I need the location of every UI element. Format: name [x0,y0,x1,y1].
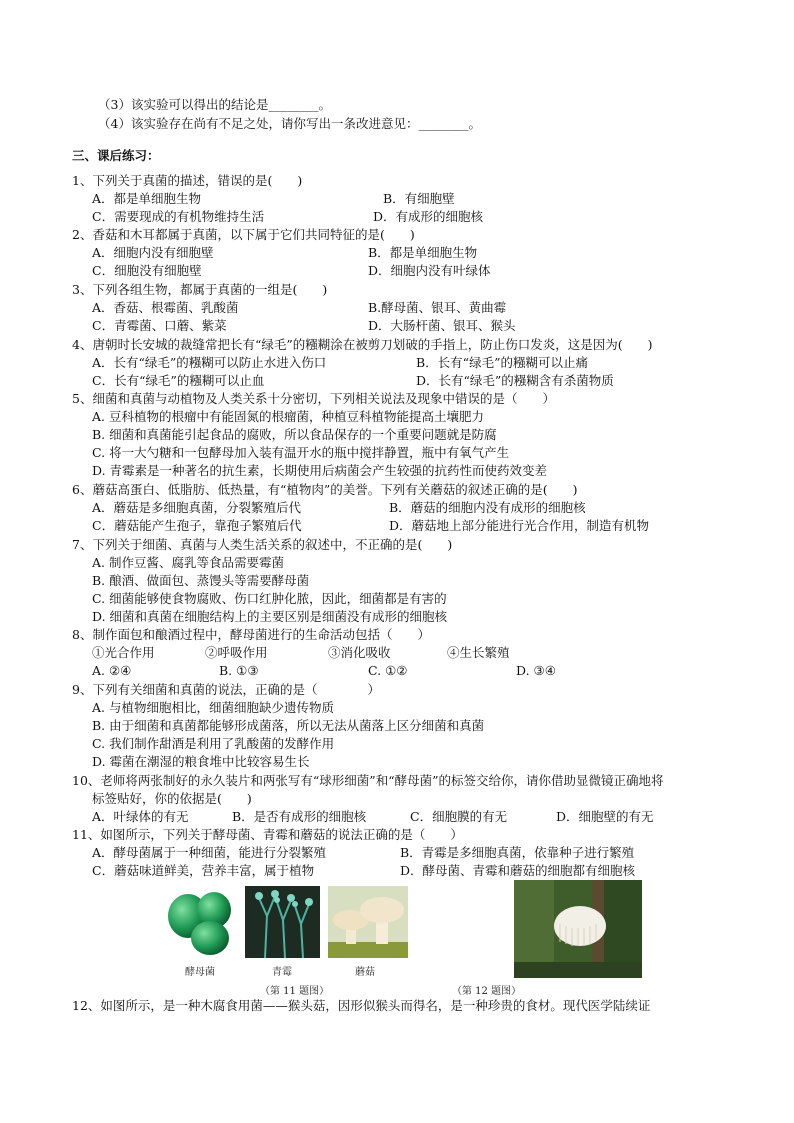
yeast-image [162,886,240,958]
q7-stem: 7、下列关于细菌、真菌与人类生活关系的叙述中，不正确的是( ) [72,537,453,552]
q2-stem: 2、香菇和木耳都属于真菌，以下属于它们共同特征的是( ) [72,227,415,242]
q7-option-c: C. 细菌能够使食物腐败、伤口红肿化脓，因此，细菌都是有害的 [92,591,447,606]
q3-option-a: A．香菇、根霉菌、乳酸菌 [92,300,239,315]
q9-stem: 9、下列有关细菌和真菌的说法，正确的是（ ） [72,682,380,697]
yeast-label: 酵母菌 [185,967,215,978]
q2-option-a: A．细胞内没有细胞壁 [92,245,214,260]
intro-q3: （3）该实验可以得出的结论是________。 [98,97,331,112]
q6-option-c: C．蘑菇能产生孢子，靠孢子繁殖后代 [92,518,302,533]
q6-option-d: D．蘑菇地上部分能进行光合作用，制造有机物 [389,518,650,533]
q10-option-d: D．细胞壁的有无 [556,809,654,824]
q8-item-1: ①光合作用 [92,645,155,660]
q12-stem: 12、如图所示，是一种木腐食用菌——猴头菇，因形似猴头而得名，是一种珍贵的食材。现代医学陆续证 [72,998,651,1013]
q8-option-c: C. ①② [368,663,408,678]
q8-item-3: ③消化吸收 [328,645,391,660]
intro-q4: （4）该实验存在尚有不足之处，请你写出一条改进意见：________。 [98,116,481,131]
q7-option-a: A. 制作豆酱、腐乳等食品需要霉菌 [92,555,284,570]
mold-label: 青霉 [272,967,292,978]
figure12-caption: （第 12 题图） [452,986,522,997]
q10-option-b: B．是否有成形的细胞核 [232,809,367,824]
figure11-caption: （第 11 题图） [260,986,330,997]
q7-option-b: B. 酿酒、做面包、蒸馒头等需要酵母菌 [92,573,310,588]
section-title: 三、课后练习： [72,148,160,163]
q9-option-c: C. 我们制作甜酒是利用了乳酸菌的发酵作用 [92,736,335,751]
q5-stem: 5、细菌和真菌与动植物及人类关系十分密切，下列相关说法及现象中错误的是（ ） [72,391,555,406]
q6-option-a: A．蘑菇是多细胞真菌，分裂繁殖后代 [92,500,302,515]
q4-stem: 4、唐朝时长安城的裁缝常把长有“绿毛”的糨糊涂在被剪刀划破的手指上，防止伤口发炎，这是因为( ) [72,337,653,352]
q11-option-b: B．青霉是多细胞真菌，依靠种子进行繁殖 [400,845,635,860]
q10-stem-cont: 标签贴好，你的依据是( ) [92,791,252,806]
q6-stem: 6、蘑菇高蛋白、低脂肪、低热量，有“植物肉”的美誉。下列有关蘑菇的叙述正确的是( ) [72,482,578,497]
q7-option-d: D. 细菌和真菌在细胞结构上的主要区别是细菌没有成形的细胞核 [92,609,448,624]
q1-option-c: C．需要现成的有机物维持生活 [92,209,265,224]
q2-option-c: C．细胞没有细胞壁 [92,263,202,278]
q9-option-d: D. 霉菌在潮湿的粮食堆中比较容易生长 [92,754,310,769]
q11-stem: 11、如图所示，下列关于酵母菌、青霉和蘑菇的说法正确的是（ ） [72,827,463,842]
q5-option-a: A. 豆科植物的根瘤中有能固氮的根瘤菌，种植豆科植物能提高土壤肥力 [92,409,484,424]
q5-option-d: D. 青霉素是一种著名的抗生素，长期使用后病菌会产生较强的抗药性而使药效变差 [92,463,548,478]
q2-option-b: B．都是单细胞生物 [368,245,478,260]
mushroom-label: 蘑菇 [355,967,375,978]
mushroom-image [328,886,408,958]
q1-stem: 1、下列关于真菌的描述，错误的是( ) [72,173,303,188]
q6-option-b: B．蘑菇的细胞内没有成形的细胞核 [389,500,586,515]
q5-option-c: C. 将一大勺糖和一包酵母加入装有温开水的瓶中搅拌静置，瓶中有氧气产生 [92,445,510,460]
q2-option-d: D．细胞内没有叶绿体 [368,263,491,278]
q4-option-c: C．长有“绿毛”的糨糊可以止血 [92,373,265,388]
q9-option-b: B. 由于细菌和真菌都能够形成菌落，所以无法从菌落上区分细菌和真菌 [92,718,485,733]
q8-item-2: ②呼吸作用 [205,645,268,660]
q8-item-4: ④生长繁殖 [447,645,510,660]
q4-option-d: D．长有“绿毛”的糨糊含有杀菌物质 [416,373,614,388]
q3-option-d: D．大肠杆菌、银耳、猴头 [368,318,516,333]
q11-option-d: D．酵母菌、青霉和蘑菇的细胞都有细胞核 [400,863,636,878]
q4-option-b: B．长有“绿毛”的糨糊可以止痛 [416,355,588,370]
q1-option-a: A．都是单细胞生物 [92,191,202,206]
q11-option-a: A．酵母菌属于一种细菌，能进行分裂繁殖 [92,845,327,860]
q3-stem: 3、下列各组生物，都属于真菌的一组是( ) [72,282,328,297]
q8-option-d: D. ③④ [516,663,556,678]
q10-option-a: A．叶绿体的有无 [92,809,189,824]
q1-option-d: D．有成形的细胞核 [373,209,484,224]
q5-option-b: B. 细菌和真菌能引起食品的腐败，所以食品保存的一个重要问题就是防腐 [92,427,497,442]
q4-option-a: A．长有“绿毛”的糨糊可以防止水进入伤口 [92,355,327,370]
q3-option-b: B.酵母菌、银耳、黄曲霉 [368,300,507,315]
q8-option-b: B. ①③ [219,663,259,678]
q8-option-a: A. ②④ [92,663,132,678]
hericium-image [514,880,642,978]
q10-stem: 10、老师将两张制好的永久装片和两张写有“球形细菌”和“酵母菌”的标签交给你，请你借助显微镜正确地将 [72,773,664,788]
q1-option-b: B．有细胞壁 [383,191,455,206]
q9-option-a: A. 与植物细胞相比，细菌细胞缺少遗传物质 [92,700,334,715]
q10-option-c: C．细胞膜的有无 [410,809,508,824]
mold-image [245,886,320,958]
q11-option-c: C．蘑菇味道鲜美，营养丰富，属于植物 [92,863,315,878]
q8-stem: 8、制作面包和酿酒过程中，酵母菌进行的生命活动包括（ ） [72,627,430,642]
q3-option-c: C．青霉菌、口蘑、紫菜 [92,318,227,333]
